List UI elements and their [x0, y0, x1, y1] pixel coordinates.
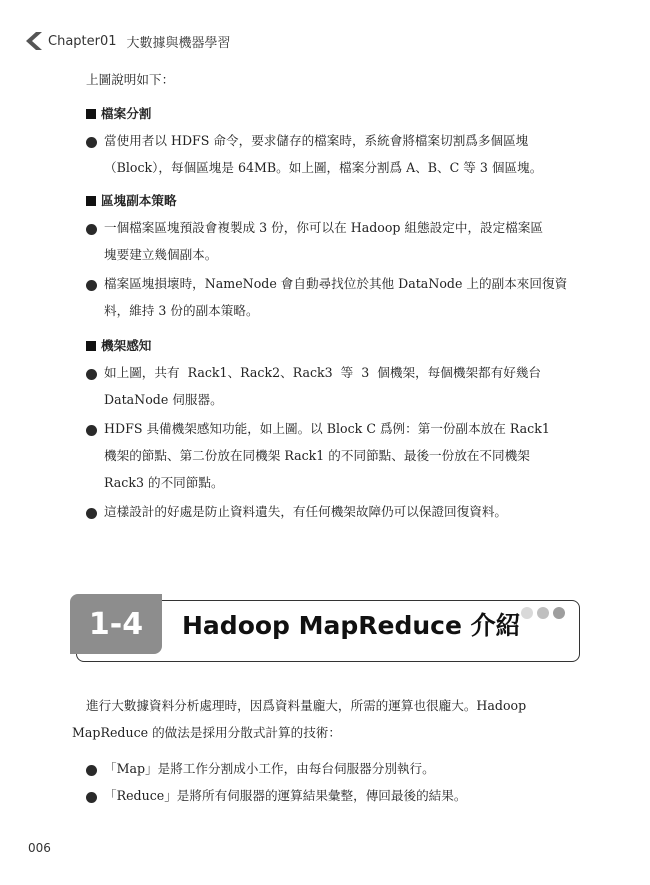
square-bullet-icon: [86, 109, 96, 119]
intro-text: 上圖說明如下：: [86, 72, 175, 87]
page-number: 006: [28, 841, 51, 855]
section-title: 檔案分割: [101, 106, 152, 121]
chapter-label: Chapter01: [48, 33, 117, 49]
bullet-line: 「Map」是將工作分割成小工作，由每台伺服器分別執行。: [104, 761, 435, 776]
section-heading: [86, 105, 151, 123]
bullet-icon: [86, 280, 97, 291]
chapter-title: 大數據與機器學習: [126, 35, 231, 51]
square-bullet-icon: [86, 196, 96, 206]
bullet-line: 檔案區塊損壞時，NameNode 會自動尋找位於其他 DataNode 上的副本來回復資: [104, 276, 568, 291]
running-header: [22, 30, 231, 52]
chapter-section-number: 1-4: [70, 594, 162, 654]
bullet-icon: [86, 224, 97, 235]
bullet-line: 這樣設計的好處是防止資料遺失，有任何機架故障仍可以保證回復資料。: [104, 504, 507, 519]
bullet-line: 當使用者以 HDFS 命令，要求儲存的檔案時，系統會將檔案切割爲多個區塊: [104, 133, 529, 148]
dot-icon: [521, 607, 533, 619]
decorative-dots: [521, 607, 565, 619]
bullet-line: 料，維持 3 份的副本策略。: [104, 303, 259, 318]
chevron-left-icon: [22, 31, 44, 51]
dot-icon: [537, 607, 549, 619]
bullet-line: 如上圖，共有 Rack1、Rack2、Rack3 等 3 個機架，每個機架都有好幾台: [104, 365, 542, 380]
dot-icon: [553, 607, 565, 619]
body-line: 進行大數據資料分析處理時，因爲資料量龐大，所需的運算也很龐大。Hadoop: [86, 698, 527, 713]
bullet-icon: [86, 508, 97, 519]
bullet-icon: [86, 137, 97, 148]
bullet-line: 一個檔案區塊預設會複製成 3 份，你可以在 Hadoop 組態設定中，設定檔案區: [104, 220, 544, 235]
section-title: 機架感知: [101, 338, 152, 353]
square-bullet-icon: [86, 341, 96, 351]
bullet-line: 塊要建立幾個副本。: [104, 247, 218, 262]
bullet-line: Rack3 的不同節點。: [104, 475, 224, 490]
chapter-section-title: Hadoop MapReduce 介紹: [182, 611, 521, 640]
section-title: 區塊副本策略: [101, 193, 177, 208]
body-line: MapReduce 的做法是採用分散式計算的技術：: [72, 725, 341, 740]
bullet-icon: [86, 765, 97, 776]
bullet-line: 機架的節點、第二份放在同機架 Rack1 的不同節點、最後一份放在不同機架: [104, 448, 530, 463]
bullet-icon: [86, 369, 97, 380]
section-heading: [86, 192, 177, 210]
bullet-line: HDFS 具備機架感知功能，如上圖。以 Block C 爲例：第一份副本放在 Rack1: [104, 421, 550, 436]
bullet-line: 「Reduce」是將所有伺服器的運算結果彙整，傳回最後的結果。: [104, 788, 467, 803]
bullet-icon: [86, 425, 97, 436]
bullet-icon: [86, 792, 97, 803]
section-heading: [86, 337, 151, 355]
bullet-line: （Block），每個區塊是 64MB。如上圖，檔案分割爲 A、B、C 等 3 個區塊。: [104, 160, 543, 175]
chapter-heading-box: [70, 594, 580, 662]
bullet-line: DataNode 伺服器。: [104, 392, 223, 407]
